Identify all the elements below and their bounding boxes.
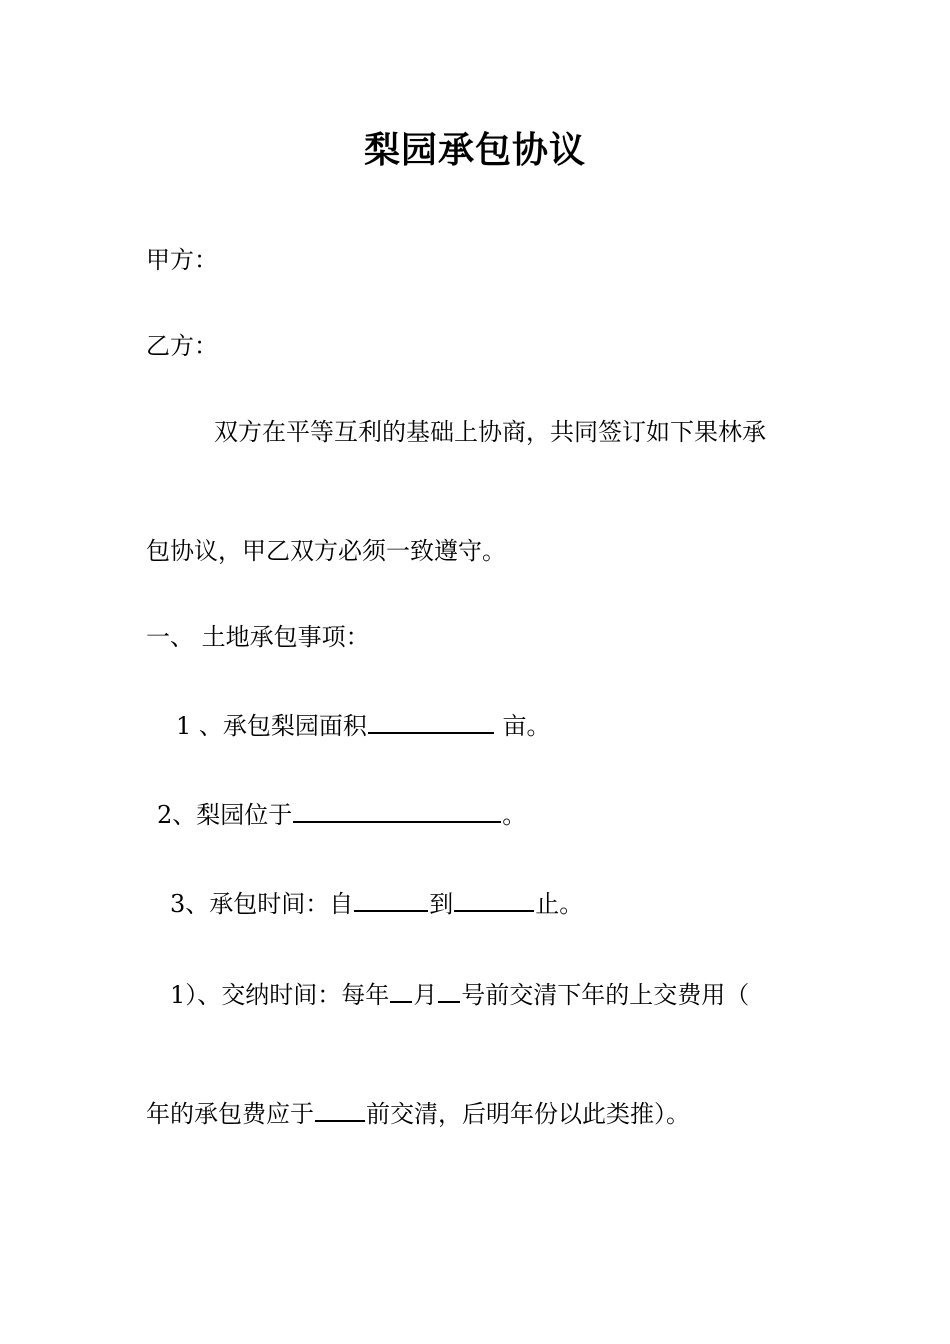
payment-deadline-blank-field[interactable] <box>315 1096 365 1122</box>
sub-1-line-2-suffix: 前交清，后明年份以此类推）。 <box>366 1100 690 1128</box>
sub-1-prefix: 1）、交纳时间：每年 <box>170 981 390 1009</box>
month-blank-field[interactable] <box>390 977 412 1003</box>
item-3-prefix: 3、承包时间：自 <box>170 890 354 918</box>
party-a-label: 甲方： <box>146 246 218 274</box>
sub-1-line-2-prefix: 年的承包费应于 <box>146 1100 314 1128</box>
item-2-suffix: 。 <box>502 801 527 829</box>
day-blank-field[interactable] <box>438 977 460 1003</box>
document-title: 梨园承包协议 <box>363 129 586 171</box>
party-b-label: 乙方： <box>146 332 218 360</box>
item-1-prefix: 1 、承包梨园面积 <box>176 712 367 740</box>
area-blank-field[interactable] <box>368 708 494 734</box>
location-blank-field[interactable] <box>293 797 501 823</box>
intro-paragraph-line-1: 双方在平等互利的基础上协商，共同签订如下果林承 <box>214 418 766 446</box>
item-3-term <box>170 886 583 919</box>
sub-1-mid-1: 月 <box>413 981 438 1009</box>
item-1-suffix: 亩。 <box>494 712 551 740</box>
sub-1-mid-2: 号前交清下年的上交费用（ <box>461 981 750 1009</box>
item-2-location <box>157 797 526 830</box>
item-3-mid: 到 <box>429 890 454 918</box>
item-3-suffix: 止。 <box>535 890 584 918</box>
intro-paragraph-line-2: 包协议，甲乙双方必须一致遵守。 <box>146 537 506 565</box>
section-1-heading: 一、 土地承包事项： <box>146 623 370 651</box>
sub-item-1-payment-line-2 <box>146 1096 690 1129</box>
item-1-area <box>176 708 551 741</box>
item-2-prefix: 2、梨园位于 <box>157 801 293 829</box>
end-date-blank-field[interactable] <box>454 886 534 912</box>
sub-item-1-payment <box>170 977 749 1010</box>
start-date-blank-field[interactable] <box>354 886 428 912</box>
